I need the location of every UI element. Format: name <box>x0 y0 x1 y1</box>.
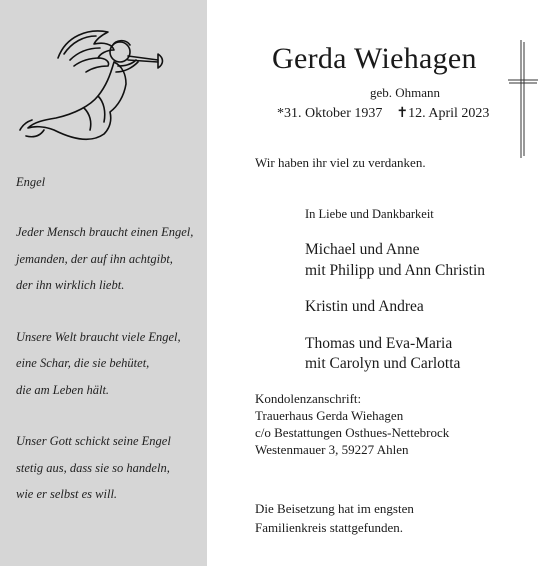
birth-date: *31. Oktober 1937 <box>277 106 383 121</box>
greeting-text: In Liebe und Dankbarkeit <box>305 207 434 221</box>
poem-stanza <box>16 219 206 299</box>
poem-line: Unsere Welt braucht viele Engel, <box>16 329 181 344</box>
death-date: ✝12. April 2023 <box>396 106 490 121</box>
poem-line: eine Schar, die sie behütet, <box>16 356 150 370</box>
mourner-line: mit Philipp und Ann Christin <box>305 261 485 279</box>
address-line: c/o Bestattungen Osthues-Nettebrock <box>255 425 450 440</box>
deceased-name: Gerda Wiehagen <box>272 42 477 75</box>
mourner-line: mit Carolyn und Carlotta <box>305 355 461 372</box>
note-line: Die Beisetzung hat im engsten <box>255 501 414 516</box>
poem-title: Engel <box>16 175 46 189</box>
address-line: Kondolenzanschrift: <box>255 391 362 406</box>
mourner-group <box>305 240 485 281</box>
poem-line: wie er selbst es will. <box>16 487 118 501</box>
address-line: Westenmauer 3, 59227 Ahlen <box>255 442 409 457</box>
poem-line: die am Leben hält. <box>16 382 110 397</box>
condolence-address <box>255 390 449 458</box>
life-dates <box>277 105 489 123</box>
poem-sidebar <box>0 0 207 566</box>
poem-stanza <box>16 428 206 508</box>
angel-with-trumpet-icon <box>14 22 166 142</box>
poem-line: jemanden, der auf ihn achtgibt, <box>16 251 173 266</box>
poem <box>16 174 206 533</box>
poem-line: der ihn wirklich liebt. <box>16 278 125 292</box>
mourner-line: Michael und Anne <box>305 241 420 258</box>
intro-text: Wir haben ihr viel zu verdanken. <box>255 155 426 170</box>
poem-line: stetig aus, dass sie so handeln, <box>16 460 170 475</box>
mourner-line: Kristin und Andrea <box>305 298 424 315</box>
poem-stanza <box>16 324 206 404</box>
birth-name: geb. Ohmann <box>370 85 441 100</box>
mourner-group <box>305 334 485 375</box>
notice-main <box>207 0 550 566</box>
mourners-list <box>305 240 485 391</box>
cross-icon <box>508 40 538 158</box>
mourner-line: Thomas und Eva-Maria <box>305 334 453 352</box>
poem-line: Jeder Mensch braucht einen Engel, <box>16 225 194 239</box>
poem-line: Unser Gott schickt seine Engel <box>16 434 171 448</box>
address-line: Trauerhaus Gerda Wiehagen <box>255 408 404 423</box>
note-line: Familienkreis stattgefunden. <box>255 520 404 535</box>
mourner-group <box>305 297 485 318</box>
burial-note <box>255 499 414 537</box>
